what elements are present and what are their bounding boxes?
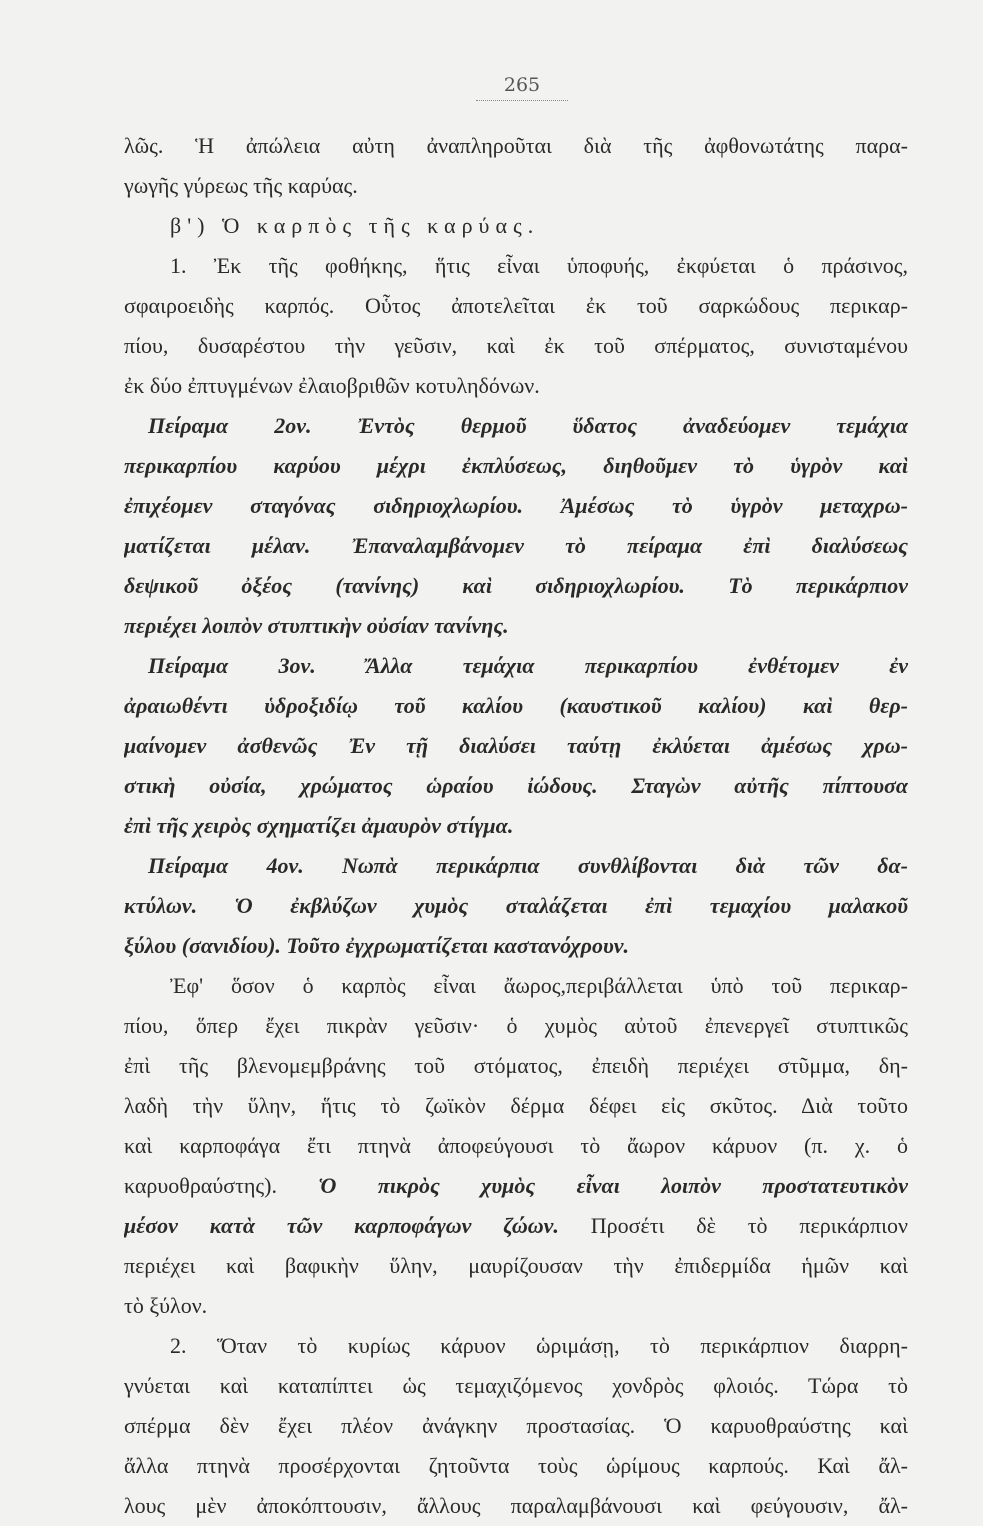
experiment-line: μαίνομεν ἀσθενῶς Ἐν τῇ διαλύσει ταύτῃ ἐκλύεται ἀμέσως χρω- — [124, 733, 908, 758]
text-line: περιέχει καὶ βαφικὴν ὕλην, μαυρίζουσαν τὴν ἐπιδερμίδα ἡμῶν καὶ — [124, 1253, 908, 1278]
text-line-mixed: καρυοθραύστης). Ὁ πικρὸς χυμὸς εἶναι λοιπὸν προστατευτικὸν — [124, 1173, 908, 1198]
text-line: λους μὲν ἀποκόπτουσιν, ἄλλους παραλαμβάνουσι καὶ φεύγουσιν, ἄλ- — [124, 1493, 908, 1518]
page-number: 265 — [503, 74, 541, 96]
experiment-line: ἀραιωθέντι ὑδροξιδίῳ τοῦ καλίου (καυστικοῦ καλίου) καὶ θερ- — [124, 693, 908, 718]
experiment-line: κτύλων. Ὁ ἐκβλύζων χυμὸς σταλάζεται ἐπὶ τεμαχίου μαλακοῦ — [124, 893, 908, 918]
text-line: πίου, δυσαρέστου τὴν γεῦσιν, καὶ ἐκ τοῦ σπέρματος, συνισταμένου — [124, 333, 908, 358]
text-line: γωγῆς γύρεως τῆς καρύας. — [124, 173, 358, 198]
text-line: τὸ ξύλον. — [124, 1293, 208, 1318]
experiment-line: ἐπὶ τῆς χειρὸς σχηματίζει ἀμαυρὸν στίγμα. — [124, 813, 514, 838]
text-line: σπέρμα δὲν ἔχει πλέον ἀνάγκην προστασίας. Ὁ καρυοθραύστης καὶ — [124, 1413, 908, 1438]
text-line: 2. Ὅταν τὸ κυρίως κάρυον ὡριμάσῃ, τὸ περικάρπιον διαρρη- — [170, 1333, 908, 1358]
body-text — [124, 126, 908, 1526]
experiment-line: ξύλου (σανιδίου). Τοῦτο ἐγχρωματίζεται καστανόχρουν. — [124, 933, 630, 958]
experiment-line: περικαρπίου καρύου μέχρι ἐκπλύσεως, διηθοῦμεν τὸ ὑγρὸν καὶ — [124, 453, 908, 478]
section-heading: β') Ὁ καρπὸς τῆς καρύας. — [170, 213, 540, 238]
experiment-line: Πείραμα 3ον. Ἄλλα τεμάχια περικαρπίου ἐνθέτομεν ἐν — [148, 653, 908, 678]
text-line: γνύεται καὶ καταπίπτει ὡς τεμαχιζόμενος χονδρὸς φλοιός. Τώρα τὸ — [124, 1373, 908, 1398]
experiment-line: περιέχει λοιπὸν στυπτικὴν οὐσίαν τανίνης. — [124, 613, 509, 638]
text-line: ἐπὶ τῆς βλενομεμβράνης τοῦ στόματος, ἐπειδὴ περιέχει στῦμμα, δη- — [124, 1053, 908, 1078]
experiment-line: στικὴ οὐσία, χρώματος ὡραίου ἰώδους. Σταγὼν αὐτῆς πίπτουσα — [124, 773, 908, 798]
text-line: πίου, ὅπερ ἔχει πικρὰν γεῦσιν· ὁ χυμὸς αὐτοῦ ἐπενεργεῖ στυπτικῶς — [124, 1013, 908, 1038]
text-line: Ἐφ' ὅσον ὁ καρπὸς εἶναι ἄωρος,περιβάλλεται ὑπὸ τοῦ περικαρ- — [170, 973, 908, 998]
experiment-line: ματίζεται μέλαν. Ἐπαναλαμβάνομεν τὸ πείραμα ἐπὶ διαλύσεως — [124, 533, 908, 558]
text-line: ἄλλα πτηνὰ προσέρχονται ζητοῦντα τοὺς ὡρίμους καρπούς. Καὶ ἄλ- — [124, 1453, 908, 1478]
page-number-rule — [476, 100, 568, 101]
text-line: 1. Ἐκ τῆς φοθήκης, ἥτις εἶναι ὑποφυής, ἐκφύεται ὁ πράσινος, — [170, 253, 908, 278]
text-line: σφαιροειδὴς καρπός. Οὗτος ἀποτελεῖται ἐκ τοῦ σαρκώδους περικαρ- — [124, 293, 908, 318]
experiment-line: δεψικοῦ ὀξέος (τανίνης) καὶ σιδηριοχλωρίου. Τὸ περικάρπιον — [124, 573, 908, 598]
experiment-line: ἐπιχέομεν σταγόνας σιδηριοχλωρίου. Ἀμέσως τὸ ὑγρὸν μεταχρω- — [124, 493, 908, 518]
text-line: λῶς. Ἡ ἀπώλεια αὐτη ἀναπληροῦται διὰ τῆς ἀφθονωτάτης παρα- — [124, 133, 908, 158]
text-line: λαδὴ τὴν ὕλην, ἥτις τὸ ζωϊκὸν δέρμα δέφει εἰς σκῦτος. Διὰ τοῦτο — [124, 1093, 908, 1118]
text-line: ἐκ δύο ἐπτυγμένων ἐλαιοβριθῶν κοτυληδόνων. — [124, 373, 540, 398]
experiment-line: Πείραμα 4ον. Νωπὰ περικάρπια συνθλίβονται διὰ τῶν δα- — [148, 853, 908, 878]
text-line-mixed: μέσον κατὰ τῶν καρποφάγων ζώων. Προσέτι δὲ τὸ περικάρπιον — [124, 1213, 908, 1238]
text-line: καὶ καρποφάγα ἔτι πτηνὰ ἀποφεύγουσι τὸ ἄωρον κάρυον (π. χ. ὁ — [124, 1133, 908, 1158]
experiment-line: Πείραμα 2ον. Ἐντὸς θερμοῦ ὕδατος ἀναδεύομεν τεμάχια — [148, 413, 908, 438]
